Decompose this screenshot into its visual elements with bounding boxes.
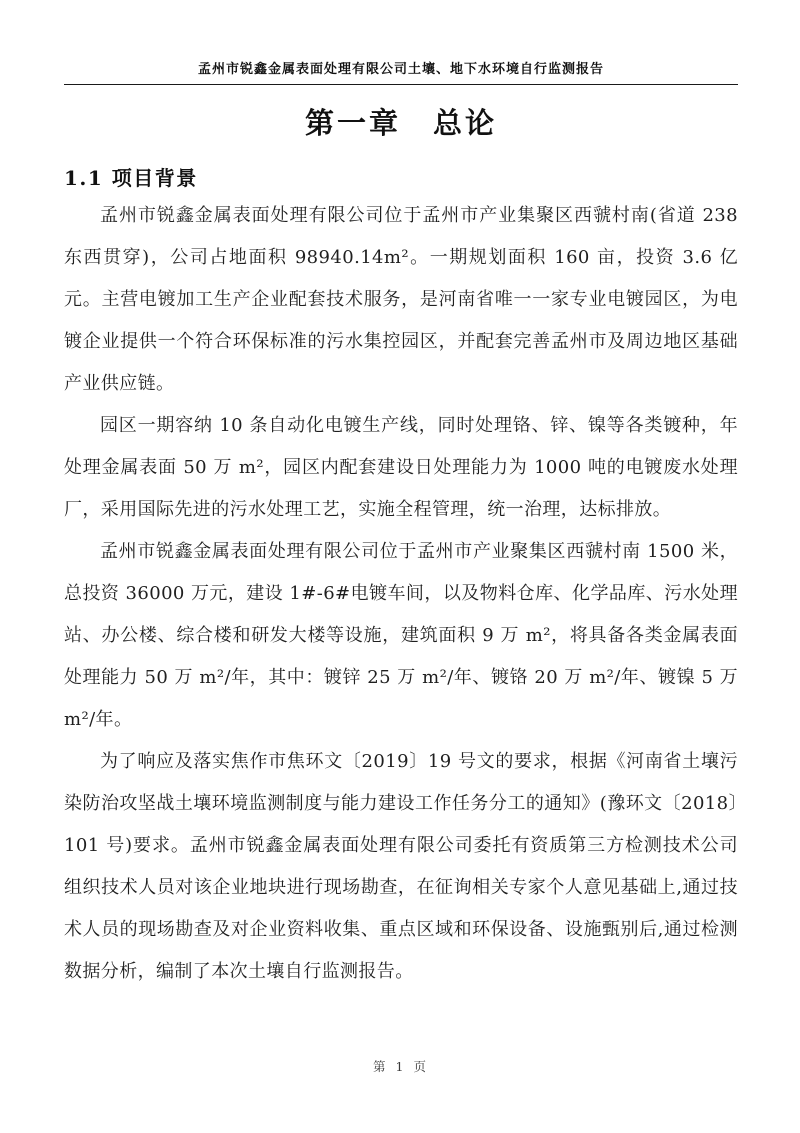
body-paragraph: 孟州市锐鑫金属表面处理有限公司位于孟州市产业聚集区西虢村南 1500 米，总投资 36000 万元，建设 1#-6#电镀车间，以及物料仓库、化学品库、污水处理站、办公楼、综合楼和研发大楼等设施，建筑面积 9 万 m²，将具备各类金属表面处理能力 50 万 m²/年，其中：镀锌 25 万 m²/年、镀铬 20 万 m²/年、镀镍 5 万 m²/年。 [64, 541, 738, 730]
running-header-title: 孟州市锐鑫金属表面处理有限公司土壤、地下水环境自行监测报告 [197, 62, 604, 77]
body-paragraph: 孟州市锐鑫金属表面处理有限公司位于孟州市产业集聚区西虢村南(省道 238 东西贯穿)，公司占地面积 98940.14m²。一期规划面积 160 亩，投资 3.6 亿元。主营电镀加工生产企业配套技术服务，是河南省唯一一家专业电镀园区，为电镀企业提供一个符合环保标准的污水集控园区，并配套完善孟州市及周边地区基础产业供应链。 [64, 205, 738, 394]
chapter-title: 第一章 总论 [304, 106, 497, 140]
header-divider [64, 84, 738, 85]
body-paragraph: 为了响应及落实焦作市焦环文〔2019〕19 号文的要求，根据《河南省土壤污染防治攻坚战土壤环境监测制度与能力建设工作任务分工的通知》(豫环文〔2018〕101 号)要求。孟州市锐鑫金属表面处理有限公司委托有资质第三方检测技术公司组织技术人员对该企业地块进行现场勘查，在征询相关专家个人意见基础上,通过技术人员的现场勘查及对企业资料收集、重点区域和环保设备、设施甄别后,通过检测数据分析，编制了本次土壤自行监测报告。 [64, 751, 738, 982]
page-number: 第 1 页 [373, 1059, 429, 1074]
section-heading: 1.1 项目背景 [64, 166, 198, 190]
document-page [64, 0, 738, 1133]
body-paragraph: 园区一期容纳 10 条自动化电镀生产线，同时处理铬、锌、镍等各类镀种，年处理金属表面 50 万 m²，园区内配套建设日处理能力为 1000 吨的电镀废水处理厂，采用国际先进的污水处理工艺，实施全程管理，统一治理，达标排放。 [64, 415, 738, 520]
body-text [64, 195, 738, 993]
